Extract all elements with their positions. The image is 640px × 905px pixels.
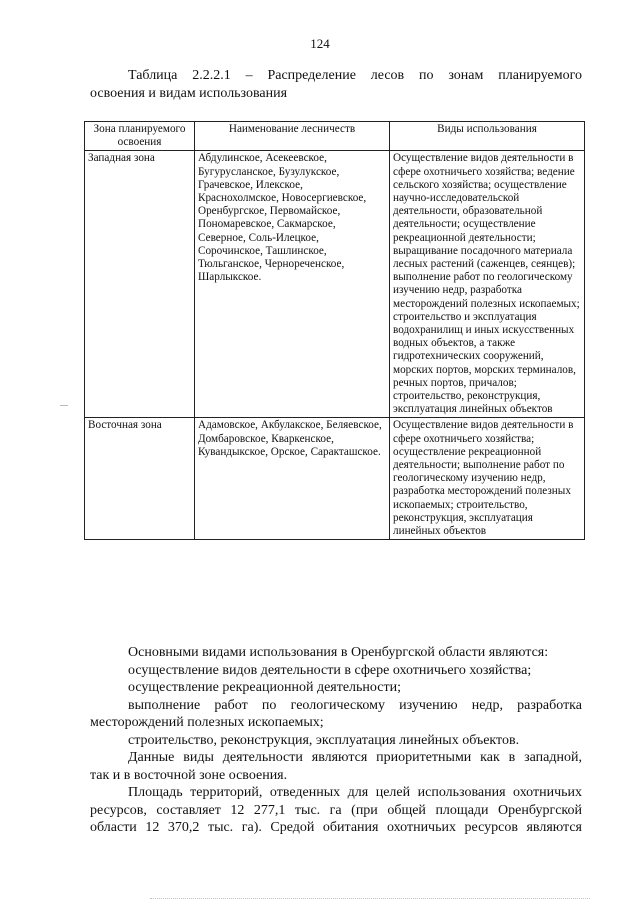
paragraph: Основными видами использования в Оренбургской области являются:	[128, 645, 549, 660]
paragraph: выполнение работ по геологическому изучению недр, разработка	[128, 697, 582, 713]
caption-line-2: освоения и видам использования	[90, 86, 288, 101]
forestries-cell: Адамовское, Акбулакское, Беляевское, Домбаровское, Кваркенское, Кувандыкское, Орское, Саракташское.	[195, 418, 390, 540]
header-uses: Виды использования	[390, 122, 585, 151]
paragraph: осуществление видов деятельности в сфере охотничьего хозяйства;	[128, 662, 532, 678]
header-forestries: Наименование лесничеств	[195, 122, 390, 151]
table-row	[85, 151, 585, 418]
zone-cell: Западная зона	[85, 151, 195, 418]
paragraph: осуществление рекреационной деятельности;	[128, 680, 401, 695]
paragraph-continuation: ресурсов, составляет 12 277,1 тыс. га (при общей площади Оренбургской	[90, 802, 582, 818]
forest-distribution-table	[84, 121, 585, 540]
table-row	[85, 418, 585, 540]
table-header-row	[85, 122, 585, 151]
paragraph: Площадь территорий, отведенных для целей использования охотничьих	[128, 785, 582, 800]
body-text	[90, 644, 582, 837]
uses-cell: Осуществление видов деятельности в сфере охотничьего хозяйства; ведение сельского хозяйства; осуществление научно-исследовательской деятельности, образовательной деятельности; осуществление рекреационной деятельности; выращивание посадочного материала лесных растений (саженцев, сеянцев); выполнение работ по геологическому изучению недр, разработка месторождений полезных ископаемых; строительство и эксплуатация водохранилищ и иных искусственных водных объектов, а также гидротехнических сооружений, морских портов, морских терминалов, речных портов, причалов; строительство, реконструкция, эксплуатация линейных объектов	[390, 151, 585, 418]
page-number: 124	[310, 36, 330, 51]
paragraph: Данные виды деятельности являются приоритетными как в западной,	[128, 750, 582, 765]
zone-cell: Восточная зона	[85, 418, 195, 540]
table-caption	[90, 67, 582, 103]
paragraph-continuation: области 12 370,2 тыс. га). Средой обитания охотничьих ресурсов являются	[90, 820, 582, 835]
footer-line	[150, 898, 590, 902]
paragraph-continuation: месторождений полезных ископаемых;	[90, 715, 324, 730]
forestries-cell: Абдулинское, Асекеевское, Бугурусланское, Бузулукское, Грачевское, Илекское, Краснохолмское, Новосергиевское, Оренбургское, Первомайское, Пономаревское, Сакмарское, Северное, Соль-Илецкое, Сорочинское, Ташлинское, Тюльганское, Чернореченское, Шарлыкское.	[195, 151, 390, 418]
header-zone: Зона планируемого освоения	[85, 122, 195, 151]
caption-line-1: Таблица 2.2.2.1 – Распределение лесов по зонам планируемого	[128, 68, 582, 83]
uses-cell: Осуществление видов деятельности в сфере охотничьего хозяйства; осуществление рекреационной деятельности; выполнение работ по геологическому изучению недр, разработка месторождений полезных ископаемых; строительство, реконструкция, эксплуатация линейных объектов	[390, 418, 585, 540]
paragraph: строительство, реконструкция, эксплуатация линейных объектов.	[128, 732, 520, 748]
margin-mark	[60, 405, 68, 406]
paragraph-continuation: так и в восточной зоне освоения.	[90, 767, 288, 783]
